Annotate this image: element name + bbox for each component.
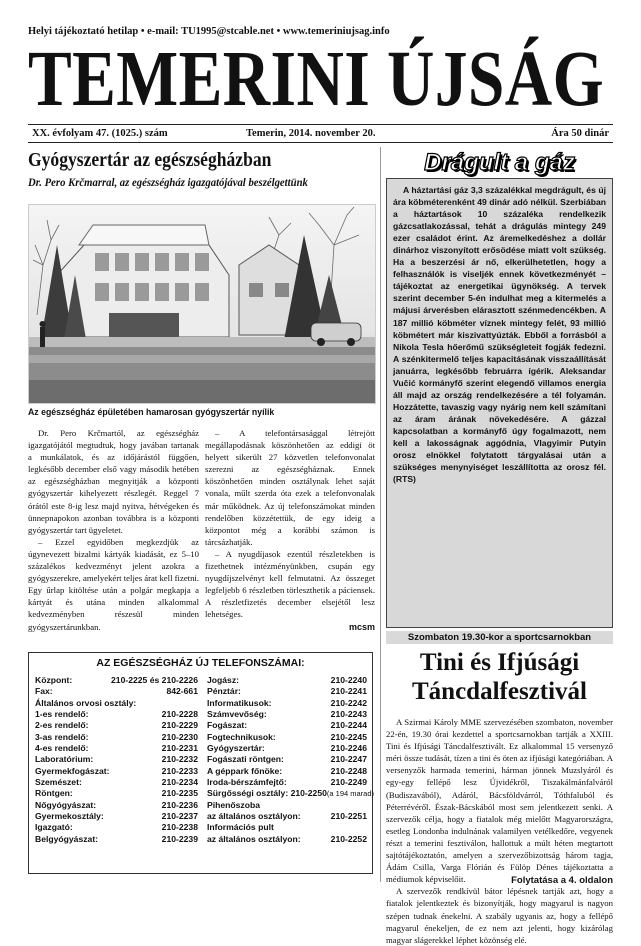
phone-row: Szemészet: 210-2234	[35, 777, 198, 788]
article-paragraph: – Ezzel egyidőben megkezdjük az úgynevezett bizalmi kártyák kiadását, ez 5–10 százalékos kedvezményt jelent azokra a gyógyszerekre, amelyekért teljes árat kell fizetni. Egy űrlap kitöltése után a polgár megkapja a kártyát és utána minden alkalommal kedvezményben részesül minden gyógyszertárunkban.	[28, 536, 200, 632]
issue-bar	[28, 124, 613, 143]
health-center-photo	[28, 204, 376, 404]
phone-row: az általános osztályon: 210-2251	[207, 811, 367, 822]
phone-row: Gyermekosztály: 210-2237	[35, 811, 198, 822]
phone-row: Fogászat: 210-2244	[207, 720, 367, 731]
phone-row: Gyógyszertár: 210-2246	[207, 743, 367, 754]
phone-row: Pénztár: 210-2241	[207, 686, 367, 697]
phone-list-left	[35, 675, 198, 845]
phone-row: Számvevőség: 210-2243	[207, 709, 367, 720]
festival-headline: Tini és Ifjúsági Táncdalfesztivál	[412, 649, 587, 705]
phone-row: 4-es rendelő: 210-2231	[35, 743, 198, 754]
article-paragraph: A Szirmai Károly MME szervezésében szombaton, november 22-én, 19.30 órai kezdettel a sportcsarnokban tartják a XXIII. Tini és Ifjúsági Táncdalfesztivált. Ez alkalommal 15 versenyző méri össze tudását, tízen a tini és öten az ifjúsági kategóriában. A versenyzők harmada temerini, hárman jönnek Muzslyáról és egy-egy fellépő lesz Újvidékről, Tiszakálmánfalváról (Budiszavából), Adáról, Bácsföldvárról, Tóthfaluból és Péterrévéről. Észak-Bácskából most sem jelentkezett senki. A szervezők célja, hogy a fiatalok még mielőtt Magyarországra, esetleg Londonba indulnának valamilyen vetélkedőre, vegyenek részt a temerini fesztiválon, hallottuk a múlt héten megtartott sajtótájékoztatón, amelyen a szervezőbizottság három tagja, Ádám Csilla, Varga Flórián és Fülöp Dénes tájékoztatta a médiumok képviselőit.	[386, 717, 613, 885]
article-paragraph: A szervezők rendkívül bátor lépésnek tartják azt, hogy a fiatalok jelentkeztek és bizonyítják, hogy magyarul is nagyon szépen tudnak énekelni. A szabály ugyanis az, hogy a fellépő magyarul énekeljen, de ez nem azt jelenti, hogy kizárólag magyar slágerekkel léphet közönség elé.	[386, 886, 613, 945]
article-paragraph: – A nyugdíjasok ezentúl részletekben is fizethetnek intézményünkben, csupán egy nyugdíjszelvényt kell felmutatni. Az összeget legfeljebb 6 részletben törleszthetik a páciensek. A részletfizetés december elsejétől lesz lehetséges.	[205, 548, 375, 620]
gas-article-box	[386, 178, 613, 628]
phone-row: Központ: 210-2225 és 210-2226	[35, 675, 198, 685]
article-column-2	[205, 427, 375, 633]
phone-row: Fogtechnikusok: 210-2245	[207, 731, 367, 742]
gas-article-text: A háztartási gáz 3,3 százalékkal megdrágult, és új ára köbméterenként 49 dinár adó nélkül. Szerbiában a háztartások 10 százaléka rendelkezik gázcsatlakozással, tehát a drágulás mintegy 249 ezer családot érint. Az áremelkedéshez a dollár dinárhoz viszonyított erősödése miatt volt szükség. Ha a beszerzési ár nő, elkerülhetetlen, hogy a felhasználók is viseljék ennek következményét – tájékoztat az energetikai ügynökség. A tervek szerint december 5-én indulhat meg a kitermelés a májusi árverésben elárasztott szénmedencékben. A 187 millió köbméter víznek mintegy felét, 93 millió köbmétert már kiszivattyúzták. Ebből a forrásból a Nikola Tesla hőerőmű szükségleteit fogják fedezni. A szénkitermelő teljes kapacitásának visszaállítását januárra, legkésőbb februárra ígérik. Aleksandar Vučić kormányfő szerint elegendő villamos energia áll majd az ország rendelkezésére a tél folyamán. Hozzátette, tavaszig vagy nyárig nem kell számítani az áram árának növekedésére. A gázzal kapcsolatban a kormányfő úgy fogalmazott, nem kell a lakosságnak aggódnia, Vlagyimir Putyin orosz elnökkel folytatott tárgyalásai után a szükséges menynyiséget leszállította az orosz fél. (RTS)	[393, 185, 606, 485]
phone-row: 1-es rendelő: 210-2228	[35, 709, 198, 720]
phone-row: 2-es rendelő: 210-2229	[35, 720, 198, 731]
phone-row: A géppark főnöke: 210-2248	[207, 765, 367, 776]
issue-price: Ára 50 dinár	[551, 128, 609, 139]
photo-caption: Az egészségház épületében hamarosan gyógyszertár nyílik	[28, 407, 275, 418]
phone-row: Nőgyógyászat: 210-2236	[35, 799, 198, 810]
phone-row: az általános osztályon: 210-2252	[207, 833, 367, 844]
article-column-1	[28, 427, 199, 633]
author-signature: mcsm	[348, 621, 375, 632]
phone-row: Iroda-bérszámfejtő: 210-2249	[207, 777, 367, 788]
column-divider	[380, 147, 381, 882]
phone-row: Fax: 842-661	[35, 686, 198, 697]
phone-row: Általános orvosi osztály:	[35, 697, 137, 708]
gas-headline: Drágult a gáz	[424, 149, 575, 176]
issue-date: Temerin, 2014. november 20.	[246, 128, 376, 139]
phone-row: Röntgen: 210-2235	[35, 788, 198, 799]
phone-row: Fogászati röntgen: 210-2247	[207, 754, 367, 765]
phone-row: Információs pult	[207, 822, 274, 833]
phone-row: Igazgató: 210-2238	[35, 822, 198, 833]
festival-article	[386, 716, 613, 946]
continued-note: Folytatása a 4. oldalon	[511, 875, 613, 886]
article-paragraph: Dr. Pero Krčmartól, az egészségház igazgatójától megtudtuk, hogy javában tartanak a munkálatok, és az időjárástól függően, legkésőbb december első vagy második hetében az egészségházban megnyitják a központi gyógyszertár kihelyezett részlegét. Reggel 7 órától este 8-ig lesz majd nyitva, hétvégeken és ünnepnapokon azonban továbbra is a központi gyógyszertár tart ügyeletet.	[28, 428, 199, 535]
issue-number: XX. évfolyam 47. (1025.) szám	[32, 128, 168, 139]
phone-row: 3-as rendelő: 210-2230	[35, 731, 198, 742]
phone-row: Informatikusok: 210-2242	[207, 697, 367, 708]
festival-kicker: Szombaton 19.30-kor a sportcsarnokban	[386, 631, 613, 644]
health-center-illustration	[29, 205, 375, 403]
main-headline: Gyógyszertár az egészségházban	[28, 150, 272, 171]
phone-row: Gyermekfogászat: 210-2233	[35, 765, 198, 776]
phone-row: Jogász: 210-2240	[207, 675, 367, 685]
phone-row: Laboratórium: 210-2232	[35, 754, 198, 765]
phone-row: Belgyógyászat: 210-2239	[35, 833, 198, 844]
phone-row: Pihenőszoba	[207, 799, 261, 810]
phone-row: Sürgősségi osztály: 210-2250 (a 194 marad)	[207, 788, 374, 799]
masthead-topline: Helyi tájékoztató hetilap • e-mail: TU1995@stcable.net • www.temeriniujsag.info	[28, 26, 390, 37]
main-subheadline: Dr. Pero Krčmarral, az egészségház igazgatójával beszélgettünk	[28, 177, 308, 189]
masthead-title: TEMERINI ÚJSÁG	[28, 36, 604, 123]
phone-directory-box	[28, 652, 373, 874]
phone-list-right	[207, 675, 374, 845]
phone-directory-title: AZ EGÉSZSÉGHÁZ ÚJ TELEFONSZÁMAI:	[96, 657, 305, 669]
article-paragraph: – A telefontársasággal létrejött megállapodásnak köszönhetően az eddigi öt helyett sikerült 27 közvetlen telefonvonalat szerezni az egészségháznak. Ennek köszönhetően minden osztálynak lehet saját vonala, műlt szerda óta ezek a telefonvonalak már működnek. Az új telefonszámokat minden rendelőben közzétettük, de egy ideig a központot még a korábbi számon is tárcsázhatják.	[205, 428, 375, 547]
